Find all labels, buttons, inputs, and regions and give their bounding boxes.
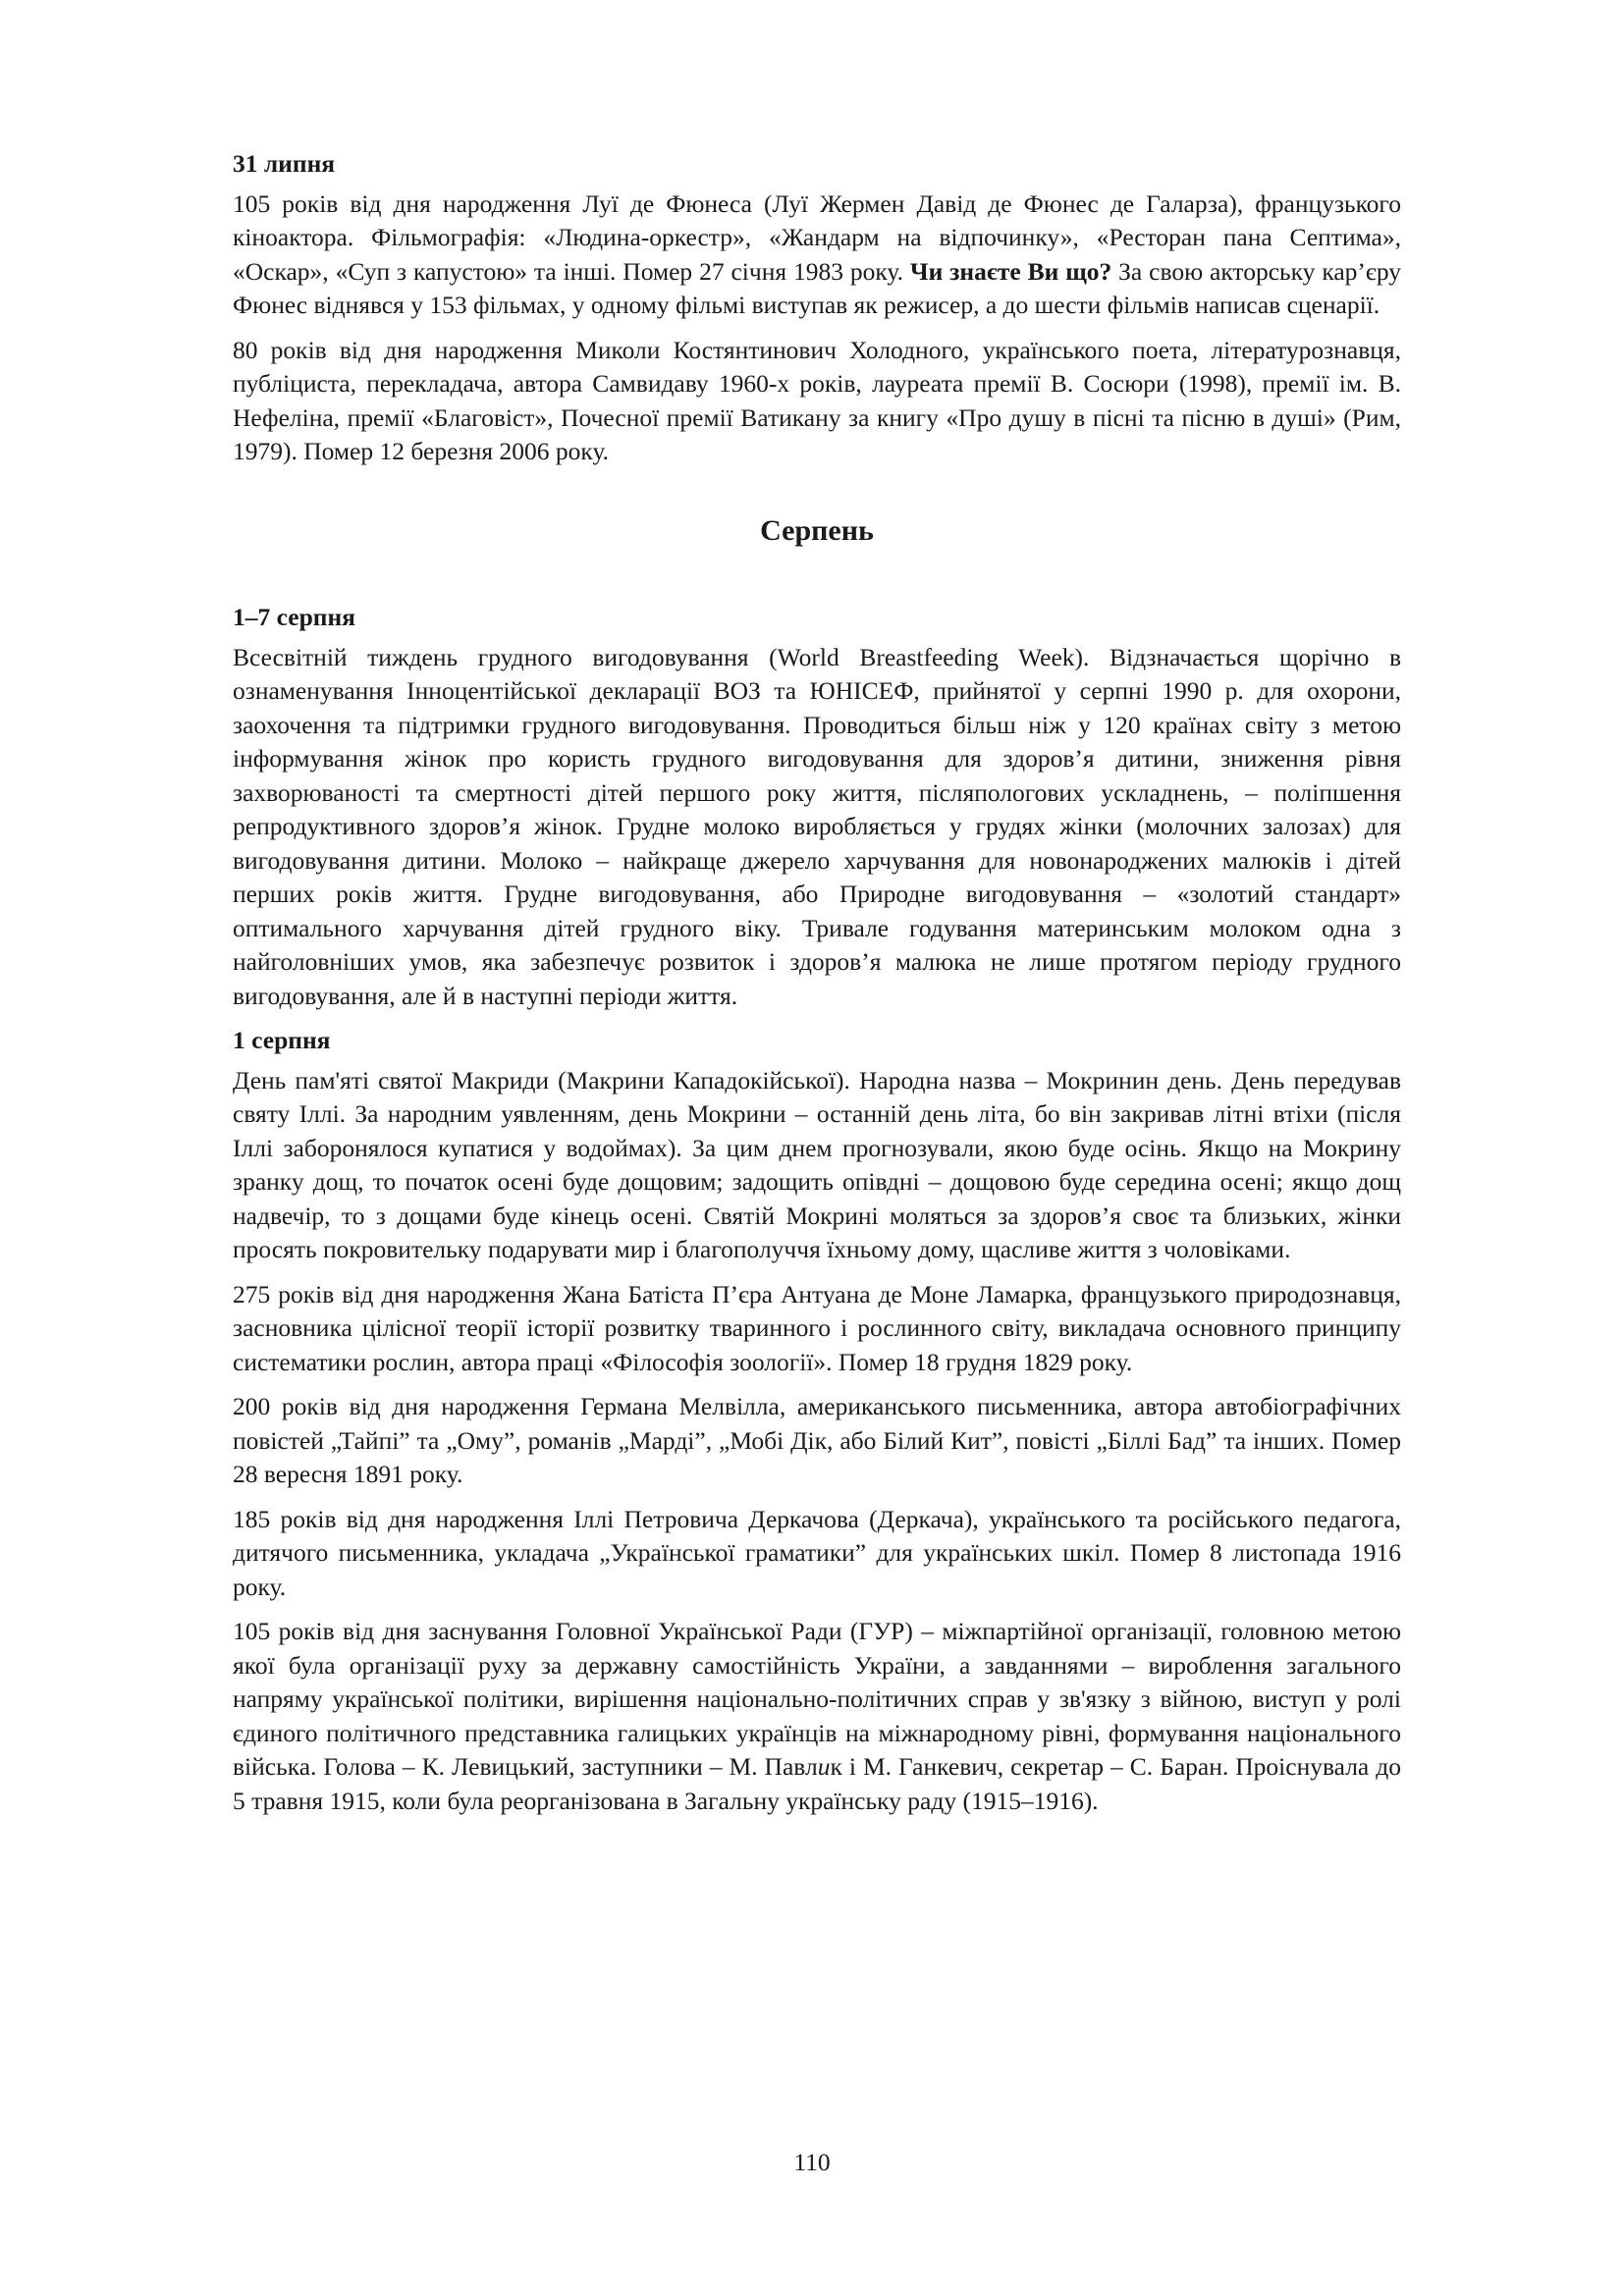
date-heading-31-july: 31 липня: [233, 149, 336, 178]
entry-de-funes-text: 105 років від дня народження Луї де Фюнеса (Луї Жермен Давід де Фюнес де Галарза), французького кіноактора. Фільмографія: «Людина-оркестр», «Жандарм на відпочинку», «Ресторан пана Септима», «Оскар», «Суп з капустою» та інші. Помер 27 січня 1983 року.: [233, 188, 1401, 286]
entry-main-ukrainian-council: [233, 1615, 1401, 1818]
entry-gur-text: 105 років від дня заснування Головної Української Ради (ГУР) – міжпартійної організації, головною метою якої була організації руху за державну самостійність України, а завданнями – вироблення загального напряму української політики, вирішення національно-політичних справ у зв'язку з війною, виступ у ролі єдиного політичного представника галицьких українців на міжнародному рівні, формування національного війська. Голова – К. Левицький, заступники – М. Павл: [233, 1617, 1401, 1781]
entry-lamarck: 275 років від дня народження Жана Батіста П’єра Антуана де Моне Ламарка, французького природознавця, засновника цілісної теорії історії розвитку тваринного і рослинного світу, викладача основного принципу систематики рослин, автора праці «Філософія зоології». Помер 18 грудня 1829 року.: [233, 1279, 1401, 1376]
month-title: Серпень: [760, 513, 874, 547]
entry-de-funes-fact: За свою акторську кар’єру Фюнес віднявся у 153 фільмах, у одному фільмі виступав як режисер, а до шести фільмів написав сценарії.: [233, 256, 1401, 319]
entry-gur-italic-letter: и: [817, 1752, 831, 1781]
entry-derkachov: 185 років від дня народження Іллі Петровича Деркачова (Деркача), українського та російського педагога, дитячого письменника, укладача „Української граматики” для українських шкіл. Помер 8 листопада 1916 року.: [233, 1504, 1401, 1601]
entry-de-funes: [233, 187, 1401, 323]
entry-melville: 200 років від дня народження Германа Мелвілла, американського письменника, автора автобіографічних повістей „Тайпі” та „Ому”, романів „Марді”, „Мобі Дік, або Білий Кит”, повісті „Біллі Бад” та інших. Помер 28 вересня 1891 року.: [233, 1392, 1401, 1488]
entry-gur-text-end: к і М. Ганкевич, секретар – С. Баран. Проіснувала до 5 травня 1915, коли була реорганізована в Загальну українську раду (1915–1916).: [233, 1752, 1401, 1815]
entry-kholodny: 80 років від дня народження Миколи Костянтинович Холодного, українського поета, літературознавця, публіциста, перекладача, автора Самвидаву 1960-х років, лауреата премії В. Сосюри (1998), премії ім. В. Нефеліна, премії «Благовіст», Почесної премії Ватикану за книгу «Про душу в пісні та пісню в душі» (Рим, 1979). Помер 12 березня 2006 року.: [233, 335, 1401, 465]
date-heading-1-august: 1 серпня: [233, 1026, 331, 1054]
page-number: 110: [793, 2148, 831, 2176]
did-you-know-label: Чи знаєте Ви що?: [909, 256, 1112, 286]
document-body: [233, 147, 1401, 1829]
date-heading-1-7-august: 1–7 серпня: [233, 603, 355, 631]
entry-breastfeeding-week: Всесвітній тиждень грудного вигодовування (World Breastfeeding Week). Відзначається щорічно в ознаменування Інноцентійської декларації ВОЗ та ЮНІСЕФ, прийнятої у серпні 1990 р. для охорони, заохочення та підтримки грудного вигодовування. Проводиться більш ніж у 120 країнах світу з метою інформування жінок про користь грудного вигодовування для здоров’я дитини, зниження рівня захворюваності та смертності дітей першого року життя, післяпологових ускладнень, – поліпшення репродуктивного здоров’я жінок. Грудне молоко виробляється у грудях жінки (молочних залозах) для вигодовування дитини. Молоко – найкраще джерело харчування для новонароджених малюків і дітей перших років життя. Грудне вигодовування, або Природне вигодовування – «золотий стандарт» оптимального харчування дітей грудного віку. Тривале годування материнським молоком одна з найголовніших умов, яка забезпечує розвиток і здоров’я малюка не лише протягом періоду грудного вигодовування, але й в наступні періоди життя.: [233, 642, 1401, 1010]
entry-makryna-day: День пам'яті святої Макриди (Макрини Кападокійської). Народна назва – Мокринин день. День передував святу Іллі. За народним уявленням, день Мокрини – останній день літа, бо він закривав літні втіхи (після Іллі заборонялося купатися у водоймах). За цим днем прогнозували, якою буде осінь. Якщо на Мокрину зранку дощ, то початок осені буде дощовим; задощить опівдні – дощовою буде середина осені; якщо дощ надвечір, то з дощами буде кінець осені. Святій Мокрині моляться за здоров’я своє та близьких, жінки просять покровительку подарувати мир і благополуччя їхньому дому, щасливе життя з чоловіками.: [233, 1065, 1401, 1263]
